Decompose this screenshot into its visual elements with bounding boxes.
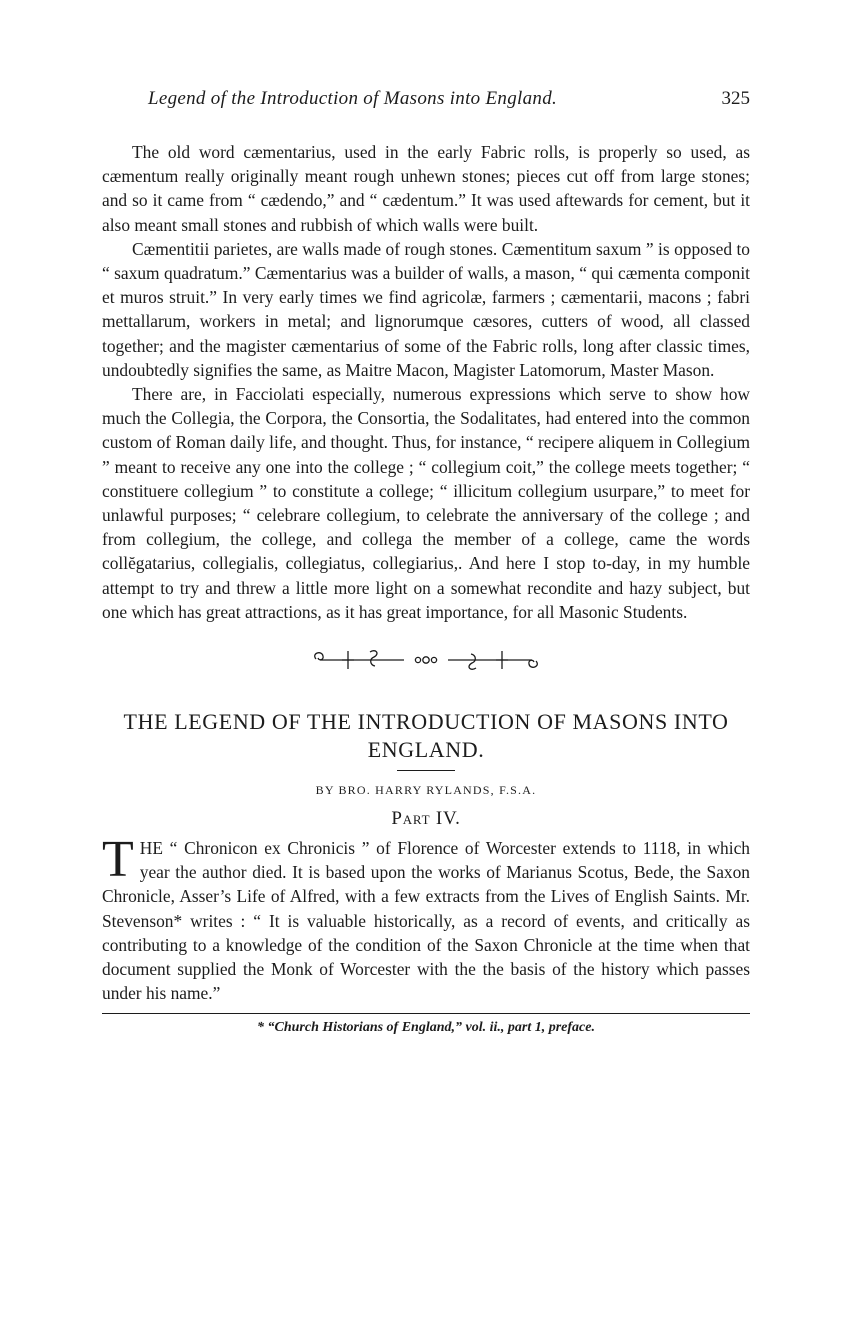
article-paragraph-text: “ Chronicon ex Chronicis ” of Florence of Worcester extends to 1118, in which year the author died. It is based upon the works of Marianus Scotus, Bede, the Saxon Chronicle, Asser’s Life of Alfred, with a few extracts from the Lives of English Saints. Mr. Stevenson* writes : “ It is valuable historically, as a record of events, and critically as contributing to a knowledge of the condition of the Saxon Chronicle at the time when that document supplied the Monk of Worcester with the the basis of the history which passes under his name.” [102, 838, 750, 1004]
paragraph: The old word cæmentarius, used in the early Fabric rolls, is properly so used, as cæmentum really originally meant rough unhewn stones; pieces cut off from large stones; and so it came from “ cædendo,” and “ cædentum.” It was used aftewards for cement, but it also meant small stones and rubbish of which walls were built. [102, 142, 750, 235]
part-heading: Part IV. [391, 808, 461, 830]
footnote-rule [102, 1013, 750, 1014]
drop-cap: T [102, 831, 134, 889]
running-head [102, 88, 750, 118]
page [102, 88, 750, 1036]
footnote: * “Church Historians of England,” vol. ii., part 1, preface. [257, 1020, 595, 1036]
paragraph: Cæmentitii parietes, are walls made of rough stones. Cæmentitum saxum ” is opposed to “ saxum quadratum.” Cæmentarius was a builder of walls, a mason, “ qui cæmenta componit et muros struit.” In very early times we find agricolæ, farmers ; cæmentarii, macons ; fabri mettallarum, workers in metal; and lignorumque cæsores, cutters of wood, all classed together; and the magister cæmentarius of some of the Fabric rolls, long after classic times, undoubtedly signifies the same, as Maitre Macon, Magister Latomorum, Master Mason. [102, 238, 750, 380]
byline: BY BRO. HARRY RYLANDS, F.S.A. [315, 783, 537, 798]
body-text [102, 140, 750, 624]
paragraph: There are, in Facciolati especially, numerous expressions which serve to show how much the Collegia, the Corpora, the Consortia, the Sodalitates, had entered into the common custom of Roman daily life, and thought. Thus, for instance, “ recipere aliquem in Collegium ” meant to receive any one into the college ; “ collegium coit,” the college meets together; “ constituere collegium ” to constitute a college; “ illicitum collegium usurpare,” to meet for unlawful purposes; “ celebrare collegium, to celebrate the anniversary of the college ; and from collegium, the college, and collega the member of a college, came the words collĕgatarius, collegialis, collegiatus, collegiarius,. And here I stop to-day, in my humble attempt to try and threw a little more light on a somewhat recondite and hazy subject, but one which has great attractions, as it has great importance, for all Masonic Students. [102, 384, 750, 622]
article-text [102, 831, 750, 1005]
opening-word-rest: HE [139, 838, 163, 859]
title-rule [397, 770, 455, 771]
article-paragraph [102, 831, 750, 1005]
article-title: THE LEGEND OF THE INTRODUCTION OF MASONS INTO ENGLAND. [123, 709, 729, 763]
running-title: Legend of the Introduction of Masons into England. [148, 88, 558, 109]
ornament-divider [306, 646, 546, 674]
page-number: 325 [721, 88, 750, 109]
